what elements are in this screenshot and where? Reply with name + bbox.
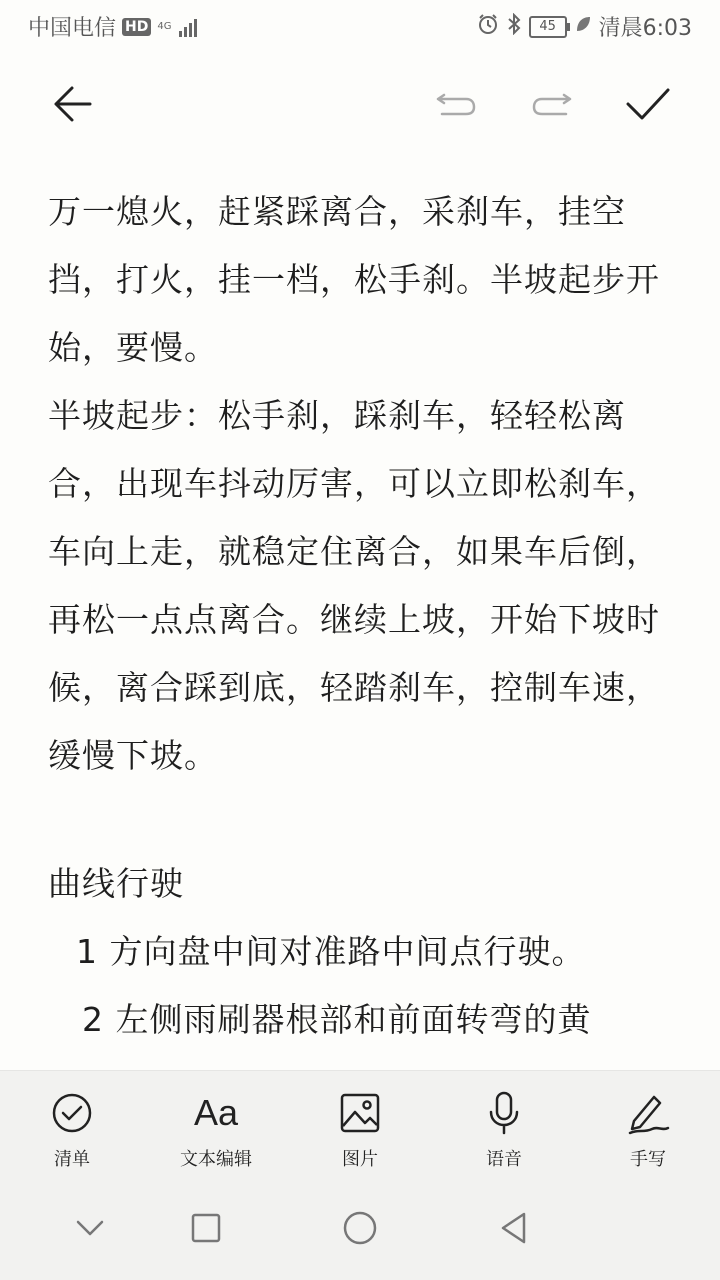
clock-time: 清晨6:03 xyxy=(598,16,692,41)
back-button[interactable] xyxy=(44,78,100,134)
tool-label: 手写 xyxy=(630,1149,666,1170)
text-format-button[interactable] xyxy=(151,1071,281,1171)
note-heading: 曲线行驶 xyxy=(48,864,184,903)
back-nav-button[interactable] xyxy=(494,1210,534,1250)
handwriting-icon xyxy=(626,1089,670,1137)
tool-label: 语音 xyxy=(486,1149,522,1170)
redo-icon xyxy=(530,89,574,123)
check-icon xyxy=(624,84,672,128)
recents-button[interactable] xyxy=(186,1210,226,1250)
battery-indicator: 45 xyxy=(529,16,567,38)
signal-icon xyxy=(179,17,197,37)
circle-icon xyxy=(342,1210,378,1250)
network-type: 4G xyxy=(157,20,172,32)
note-list-item: 2 左侧雨刷器根部和前面转弯的黄 xyxy=(82,1000,592,1039)
note-paragraph: 万一熄火，赶紧踩离合，采刹车，挂空挡，打火，挂一档，松手刹。半坡起步开始，要慢。 xyxy=(48,192,660,367)
note-list-item: 1 方向盘中间对准路中间点行驶。 xyxy=(76,932,586,971)
image-icon xyxy=(339,1089,381,1137)
microphone-icon xyxy=(486,1089,522,1137)
bottom-toolbar xyxy=(0,1070,720,1181)
note-body[interactable] xyxy=(48,178,678,1054)
arrow-left-icon xyxy=(50,82,94,130)
undo-button[interactable] xyxy=(428,78,484,134)
bluetooth-icon xyxy=(507,13,521,41)
status-bar xyxy=(0,0,720,50)
system-nav-bar xyxy=(0,1180,720,1280)
tool-label: 文本编辑 xyxy=(180,1149,252,1170)
voice-button[interactable] xyxy=(439,1071,569,1171)
blank-line xyxy=(48,790,678,850)
checklist-icon xyxy=(51,1089,93,1137)
collapse-button[interactable] xyxy=(70,1210,110,1250)
tool-label: 清单 xyxy=(54,1149,90,1170)
image-button[interactable] xyxy=(295,1071,425,1171)
confirm-button[interactable] xyxy=(620,78,676,134)
leaf-icon xyxy=(575,14,591,39)
note-paragraph: 半坡起步：松手刹，踩刹车，轻轻松离合，出现车抖动厉害，可以立即松刹车，车向上走，就稳定住离合，如果车后倒，再松一点点离合。继续上坡，开始下坡时候，离合踩到底，轻踏刹车，控制车速，缓慢下坡。 xyxy=(48,396,660,775)
status-right xyxy=(477,11,692,42)
carrier-name: 中国电信 xyxy=(28,16,117,41)
home-button[interactable] xyxy=(340,1210,380,1250)
square-icon xyxy=(190,1212,222,1248)
triangle-back-icon xyxy=(498,1211,530,1249)
text-format-icon: Aa xyxy=(193,1092,239,1133)
redo-button[interactable] xyxy=(524,78,580,134)
undo-icon xyxy=(434,89,478,123)
status-left xyxy=(28,11,197,42)
alarm-icon xyxy=(477,13,499,41)
editor-toolbar xyxy=(0,60,720,150)
tool-label: 图片 xyxy=(342,1149,378,1170)
hd-badge: HD xyxy=(122,18,151,36)
handwriting-button[interactable] xyxy=(583,1071,713,1171)
checklist-button[interactable] xyxy=(7,1071,137,1171)
chevron-down-icon xyxy=(75,1218,105,1242)
